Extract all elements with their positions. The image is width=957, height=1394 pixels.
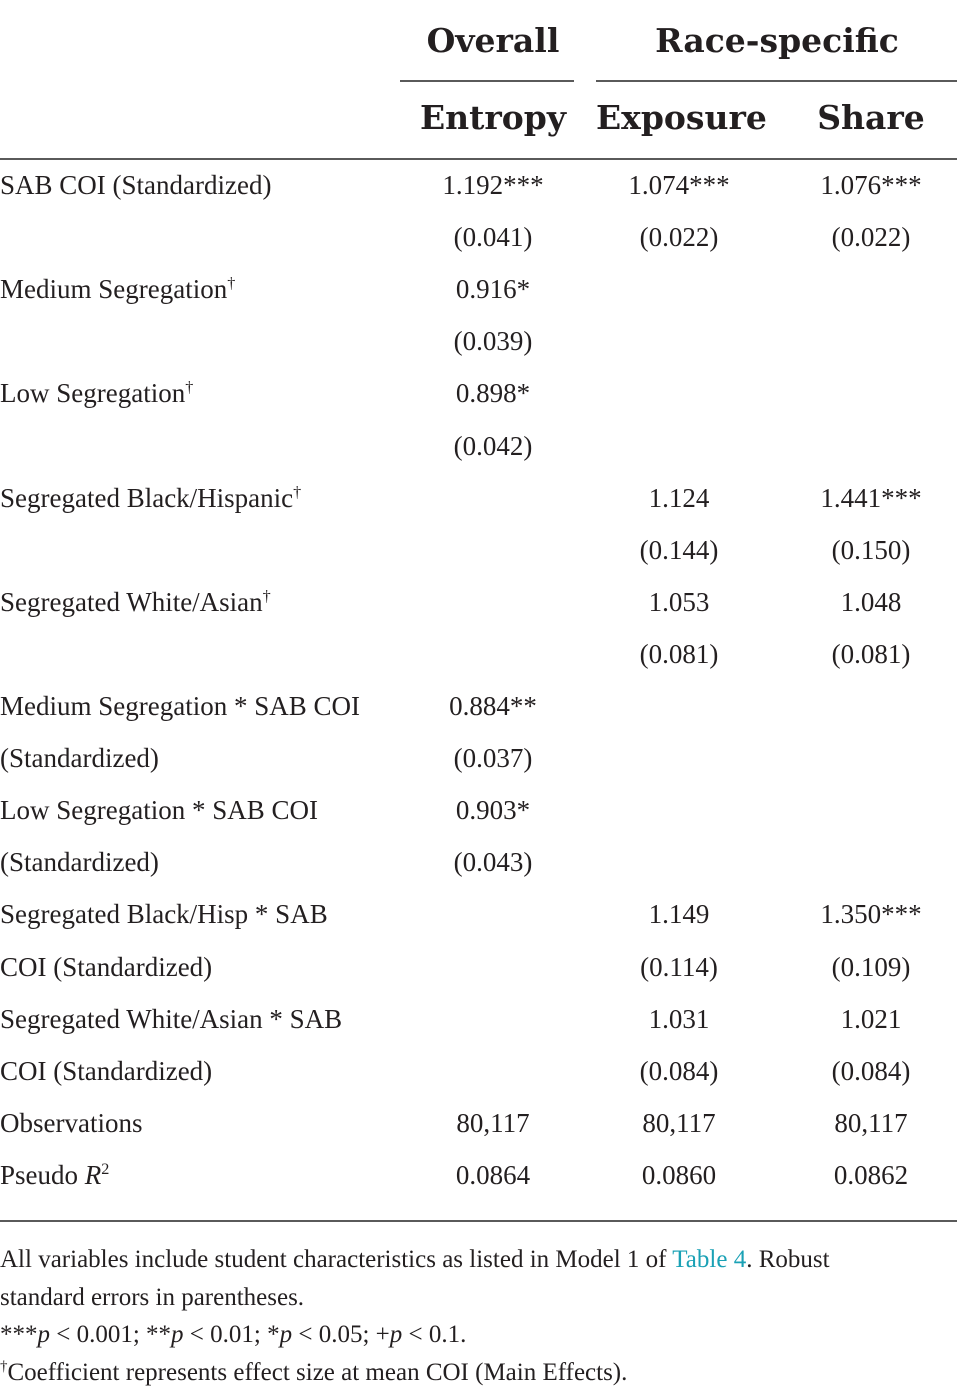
overall-underline [400, 80, 574, 82]
entropy-value: (0.039) [453, 326, 533, 356]
exposure-value: 1.149 [648, 899, 710, 929]
row-label [0, 745, 159, 772]
row-label-text: Segregated Black/Hispanic [0, 483, 294, 513]
row-label-text: Pseudo [0, 1160, 85, 1190]
row-label-text: (Standardized) [0, 743, 159, 773]
row-label-italic: R [84, 1160, 102, 1190]
row-label-text: Medium Segregation [0, 274, 228, 304]
sig-part: < 0.01; * [183, 1321, 280, 1348]
row-label [0, 901, 328, 928]
sig-p: p [389, 1321, 403, 1348]
table-bottom-rule [0, 1220, 957, 1222]
row-label [0, 380, 193, 407]
entropy-value: 80,117 [456, 1108, 530, 1138]
row-label [0, 485, 301, 512]
row-label [0, 797, 318, 824]
share-value: 1.441*** [820, 483, 922, 513]
share-value: (0.081) [831, 639, 911, 669]
exposure-value: 0.0860 [641, 1160, 717, 1190]
row-label-text: Segregated White/Asian * SAB [0, 1004, 343, 1034]
header-entropy: Entropy [419, 98, 567, 137]
row-label [0, 849, 159, 876]
dagger-note-text: Coefficient represents effect size at mean COI (Main Effects). [7, 1359, 628, 1386]
dagger-marker: † [262, 587, 271, 605]
sig-part: < 0.05; + [292, 1321, 390, 1348]
share-value: 80,117 [834, 1108, 908, 1138]
exposure-value: 1.031 [648, 1004, 710, 1034]
row-label [0, 1058, 212, 1085]
share-value: (0.022) [831, 222, 911, 252]
exposure-value: (0.081) [639, 639, 719, 669]
entropy-value: 0.884** [449, 691, 537, 721]
row-label-text: Segregated White/Asian [0, 587, 263, 617]
entropy-value: (0.037) [453, 743, 533, 773]
note-line-1-text: All variables include student characteristics as listed in Model 1 of [0, 1246, 673, 1273]
note-line-1-end: . Robust [746, 1246, 830, 1273]
race-specific-underline [596, 80, 957, 82]
dagger-marker: † [293, 483, 302, 501]
dagger-note [0, 1360, 627, 1385]
share-value: 0.0862 [833, 1160, 909, 1190]
sig-part: < 0.001; ** [50, 1321, 172, 1348]
entropy-value: 0.0864 [455, 1160, 531, 1190]
sig-p: p [37, 1321, 50, 1348]
header-bottom-rule [0, 158, 957, 160]
sig-part: *** [0, 1321, 38, 1348]
dagger-symbol: † [0, 1358, 8, 1375]
row-label [0, 954, 212, 981]
share-value: 1.350*** [820, 899, 922, 929]
exposure-value: (0.114) [640, 952, 718, 982]
row-label-text: Low Segregation * SAB COI [0, 795, 318, 825]
row-label-text: SAB COI (Standardized) [0, 170, 272, 200]
exposure-value: 1.074*** [628, 170, 730, 200]
entropy-value: (0.042) [453, 431, 533, 461]
row-label [0, 276, 235, 303]
sig-p: p [279, 1321, 293, 1348]
significance-note [0, 1322, 466, 1347]
table-4-link[interactable]: Table 4 [672, 1246, 747, 1273]
row-label [0, 172, 271, 199]
row-label-text: Medium Segregation * SAB COI [0, 691, 360, 721]
exposure-value: (0.022) [639, 222, 719, 252]
header-share: Share [817, 98, 925, 137]
row-label [0, 589, 271, 616]
exposure-value: 80,117 [642, 1108, 716, 1138]
entropy-value: 1.192*** [442, 170, 544, 200]
sig-p: p [171, 1321, 184, 1348]
share-value: (0.084) [831, 1056, 911, 1086]
row-label [0, 693, 360, 720]
share-value: 1.048 [840, 587, 902, 617]
exposure-value: (0.144) [639, 535, 719, 565]
entropy-value: 0.903* [455, 795, 531, 825]
note-line-1 [0, 1247, 830, 1272]
row-label-text: Observations [0, 1108, 143, 1138]
sig-part: < 0.1. [402, 1321, 467, 1348]
row-label-text: COI (Standardized) [0, 952, 213, 982]
entropy-value: (0.043) [453, 847, 533, 877]
header-race-specific: Race-specific [655, 21, 899, 60]
share-value: (0.150) [831, 535, 911, 565]
entropy-value: 0.916* [455, 274, 531, 304]
row-label-text: (Standardized) [0, 847, 159, 877]
dagger-marker: † [185, 378, 194, 396]
share-value: (0.109) [831, 952, 911, 982]
exposure-value: 1.124 [648, 483, 710, 513]
header-exposure: Exposure [596, 98, 767, 137]
share-value: 1.076*** [820, 170, 922, 200]
dagger-marker: † [227, 274, 236, 292]
header-overall: Overall [426, 21, 560, 60]
row-label [0, 1162, 109, 1189]
entropy-value: 0.898* [455, 378, 531, 408]
row-label [0, 1110, 142, 1137]
note-line-2: standard errors in parentheses. [0, 1284, 305, 1311]
share-value: 1.021 [840, 1004, 902, 1034]
row-label [0, 1006, 342, 1033]
row-label-text: Low Segregation [0, 378, 186, 408]
row-label-text: Segregated Black/Hisp * SAB [0, 899, 328, 929]
entropy-value: (0.041) [453, 222, 533, 252]
exposure-value: (0.084) [639, 1056, 719, 1086]
exposure-value: 1.053 [648, 587, 710, 617]
row-label-text: COI (Standardized) [0, 1056, 213, 1086]
row-label-superscript: 2 [101, 1160, 110, 1178]
